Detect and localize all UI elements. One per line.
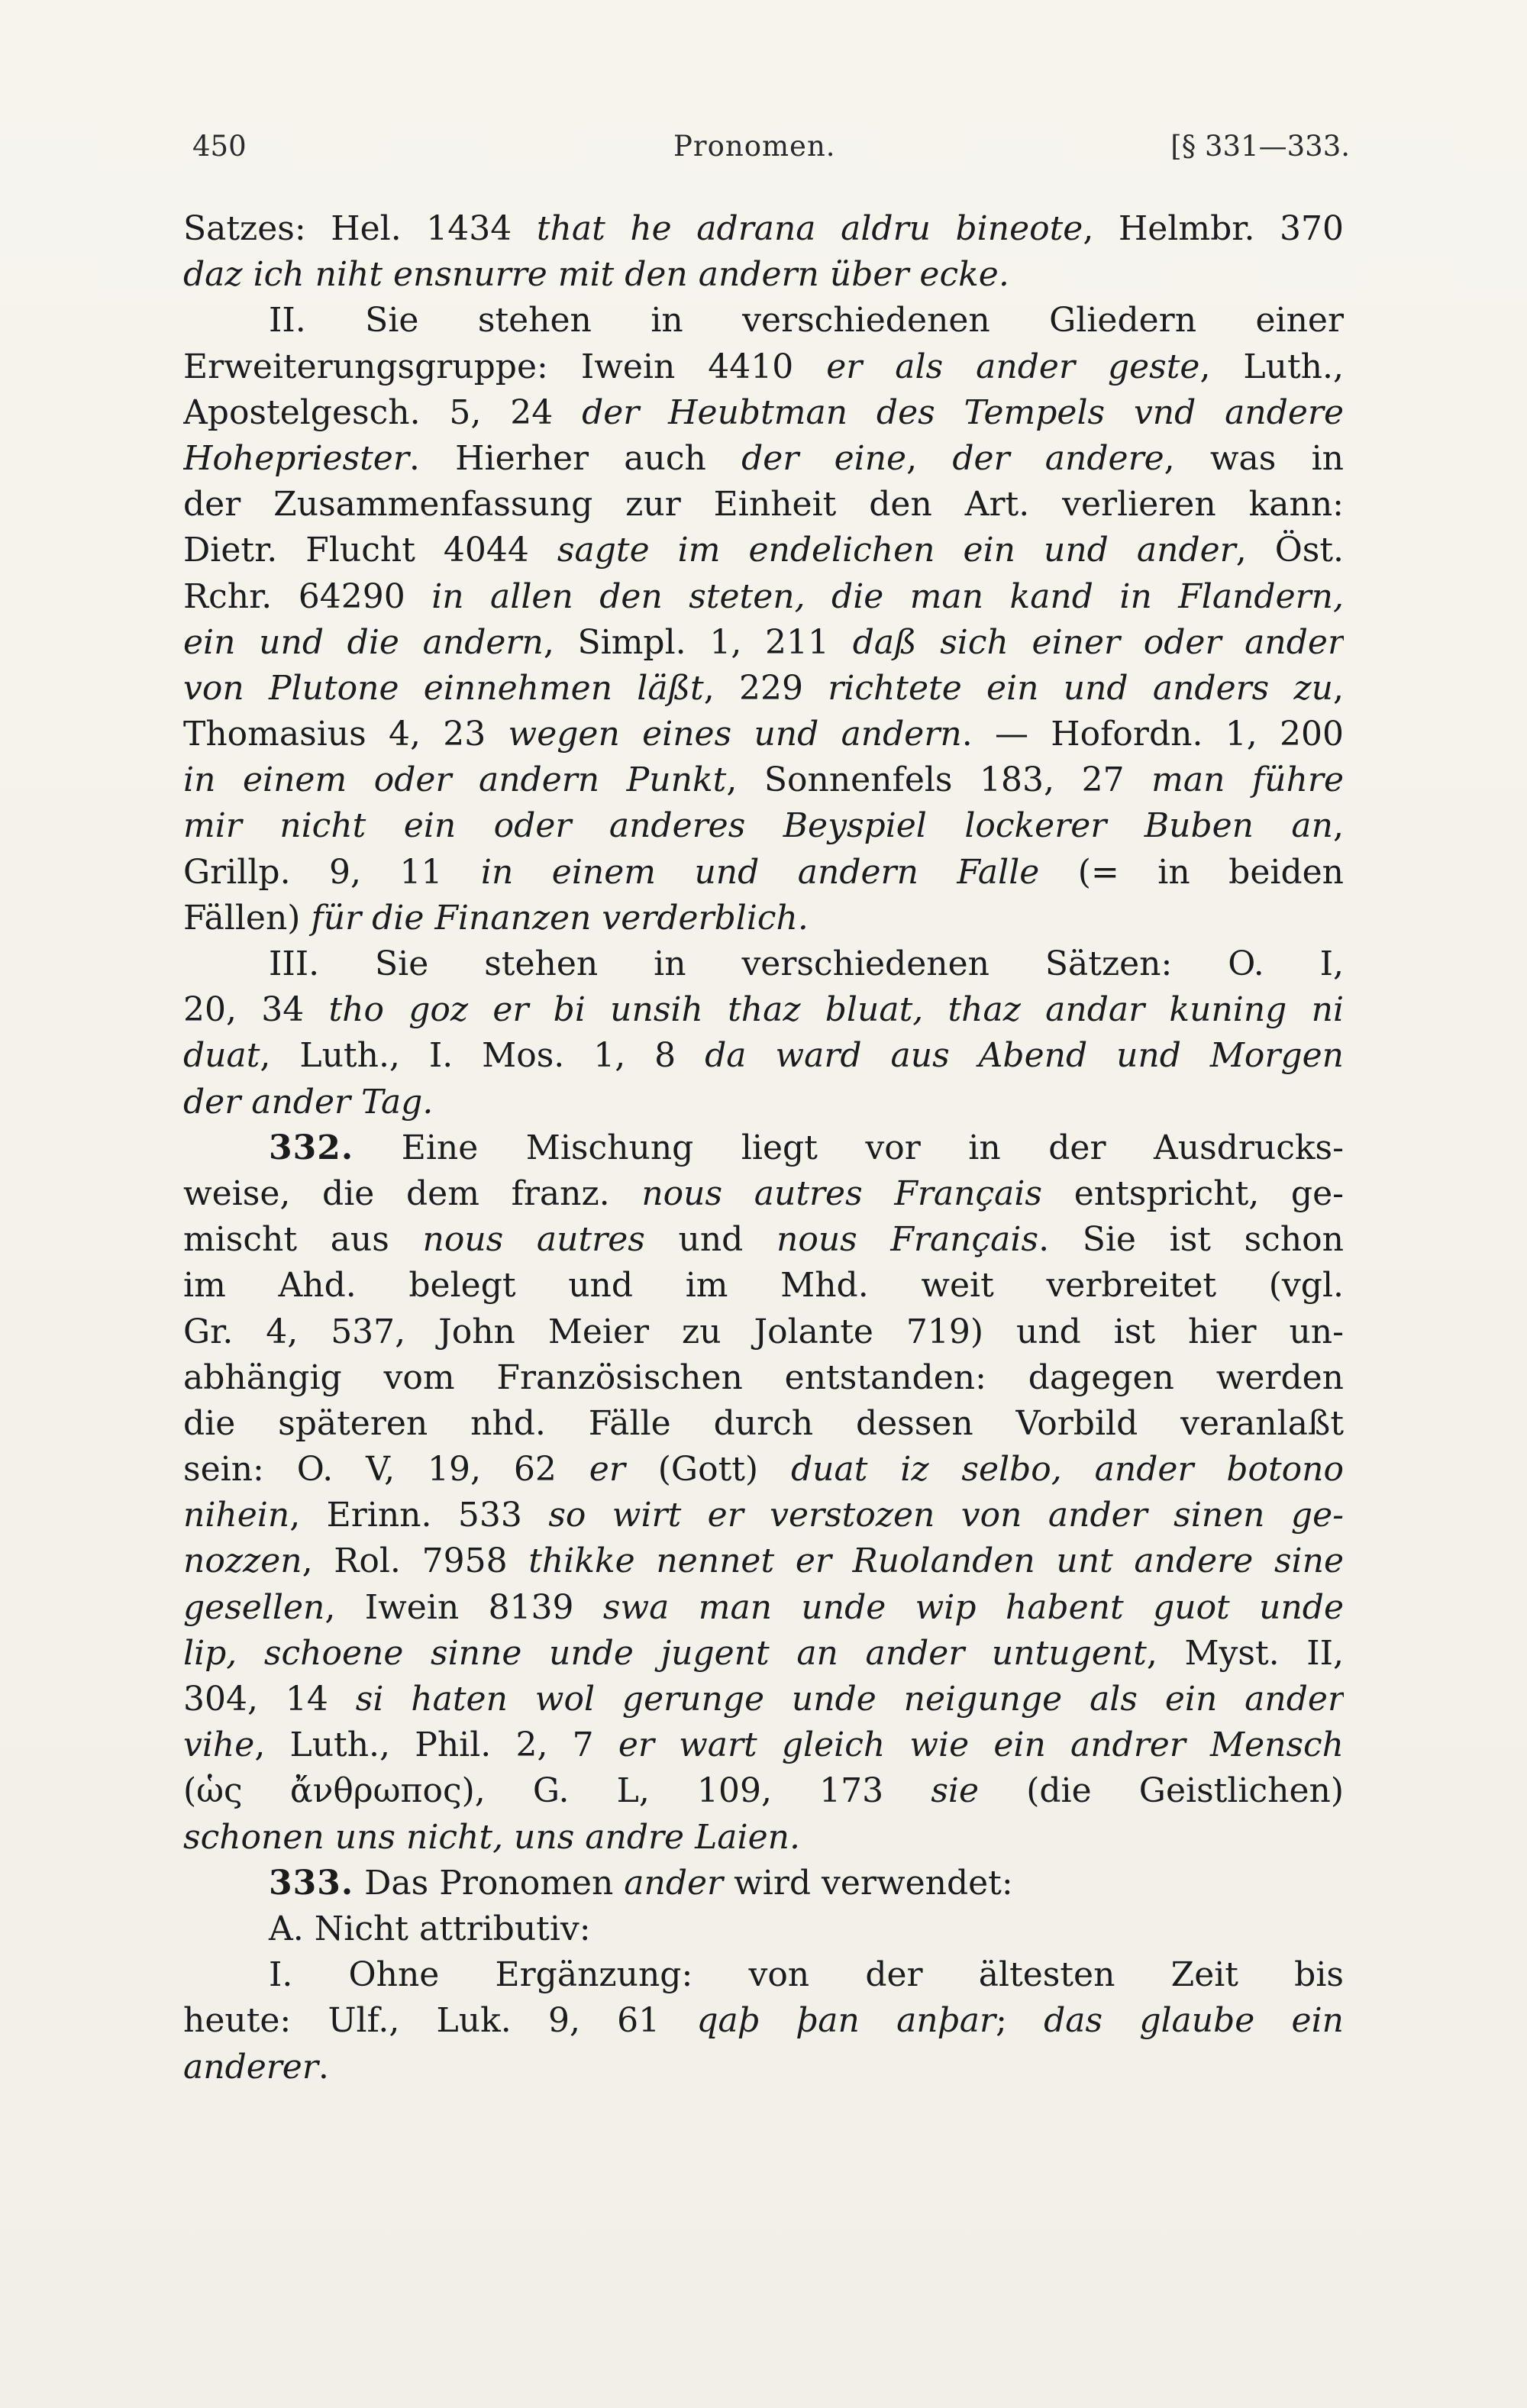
- text-line: [183, 1631, 1344, 1677]
- text-segment: 20, 34: [183, 990, 329, 1030]
- italic-citation: für die Finanzen verderblich.: [311, 898, 809, 938]
- text-line: [183, 1998, 1344, 2044]
- italic-citation: thikke nennet er Ruolanden unt andere sine: [528, 1541, 1344, 1581]
- text-line: [183, 1033, 1344, 1079]
- text-line: [183, 1722, 1344, 1768]
- italic-citation: so wirt er verstozen von ander sinen ge-: [548, 1496, 1344, 1535]
- text-segment: . Sie ist schon: [1038, 1220, 1344, 1260]
- text-segment: und: [644, 1220, 776, 1260]
- text-line: [183, 344, 1344, 390]
- text-line: [183, 1080, 1344, 1125]
- text-segment: . Hierher auch: [408, 438, 742, 478]
- text-segment: entspricht, ge-: [1042, 1173, 1344, 1213]
- text-segment: Dietr. Flucht 4044: [183, 531, 557, 570]
- text-line: [183, 896, 1344, 941]
- italic-citation: duat iz selbo, ander botono: [790, 1450, 1344, 1490]
- text-segment: , was in: [1164, 438, 1344, 478]
- text-line: [183, 252, 1344, 298]
- italic-citation: ein und die andern: [183, 622, 544, 662]
- running-header: [192, 130, 1350, 168]
- italic-citation: tho goz er bi unsih thaz bluat, thaz andar kuning ni: [328, 990, 1344, 1030]
- text-segment: mischt aus: [183, 1220, 423, 1260]
- text-line: [183, 1493, 1344, 1538]
- text-line: [183, 1263, 1344, 1309]
- italic-citation: er: [589, 1450, 625, 1490]
- italic-citation: das glaube ein: [1044, 2001, 1344, 2041]
- italic-citation: der Heubtman des Tempels vnd andere: [582, 392, 1344, 432]
- italic-citation: nozzen: [183, 1541, 302, 1581]
- text-segment: , Rol. 7958: [302, 1541, 529, 1581]
- text-segment: (= in beiden: [1039, 852, 1344, 892]
- italic-citation: daz ich niht ensnurre mit den andern über ecke.: [183, 255, 1009, 295]
- text-segment: ;: [996, 2001, 1044, 2041]
- text-segment: der Zusammenfassung zur Einheit den Art. verlieren kann:: [183, 485, 1344, 525]
- text-line: [183, 390, 1344, 436]
- text-line: [183, 574, 1344, 620]
- text-line: [183, 1815, 1344, 1861]
- text-line: [183, 620, 1344, 666]
- text-segment: II. Sie stehen in verschiedenen Gliedern einer: [269, 301, 1344, 341]
- paragraph-number: 333.: [269, 1863, 354, 1903]
- italic-citation: nihein: [183, 1496, 290, 1535]
- italic-citation: nous autres: [422, 1220, 645, 1260]
- text-line: [183, 803, 1344, 849]
- italic-citation: gesellen: [183, 1587, 325, 1627]
- italic-citation: man führe: [1151, 760, 1344, 800]
- text-line: [183, 1906, 1344, 1952]
- italic-citation: der ander Tag.: [183, 1082, 434, 1122]
- text-segment: (ὡς ἄνθρωπος), G. L, 109, 173: [183, 1771, 931, 1811]
- text-segment: Thomasius 4, 23: [183, 715, 508, 754]
- text-segment: weise, die dem franz.: [183, 1173, 642, 1213]
- text-line: [183, 206, 1344, 252]
- italic-citation: si haten wol gerunge unde neigunge als ein ander: [355, 1680, 1344, 1719]
- text-line: [183, 482, 1344, 528]
- text-line: [183, 1677, 1344, 1722]
- italic-citation: der andere: [952, 438, 1164, 478]
- text-segment: Satzes: Hel. 1434: [183, 209, 537, 248]
- text-segment: A. Nicht attributiv:: [269, 1909, 591, 1948]
- text-segment: , Simpl. 1, 211: [543, 622, 853, 662]
- italic-citation: anderer: [183, 2047, 318, 2087]
- italic-citation: ander: [624, 1863, 724, 1903]
- text-line: [183, 1309, 1344, 1355]
- text-line: [183, 941, 1344, 987]
- italic-citation: in allen den steten, die man kand in Flandern,: [431, 576, 1344, 616]
- italic-citation: swa man unde wip habent guot unde: [602, 1587, 1344, 1627]
- text-segment: Erweiterungsgruppe: Iwein 4410: [183, 347, 827, 386]
- text-line: [183, 757, 1344, 803]
- italic-citation: Hohepriester: [183, 438, 409, 478]
- text-segment: , Myst. II,: [1146, 1633, 1344, 1673]
- text-segment: 304, 14: [183, 1680, 356, 1719]
- text-line: [183, 850, 1344, 896]
- text-segment: wird verwendet:: [723, 1863, 1013, 1903]
- text-segment: , Luth., I. Mos. 1, 8: [260, 1036, 705, 1076]
- text-segment: abhängig vom Französischen entstanden: dagegen werden: [183, 1357, 1344, 1397]
- text-segment: , Iwein 8139: [324, 1587, 603, 1627]
- text-segment: , 229: [703, 668, 828, 708]
- text-segment: Eine Mischung liegt vor in der Ausdrucks-: [354, 1128, 1344, 1167]
- italic-citation: der eine: [741, 438, 907, 478]
- text-segment: III. Sie stehen in verschiedenen Sätzen: O. I,: [269, 944, 1344, 983]
- text-segment: ,: [1333, 806, 1344, 846]
- text-segment: .: [318, 2047, 329, 2087]
- running-title: Pronomen.: [673, 130, 836, 163]
- text-segment: , Erinn. 533: [289, 1496, 549, 1535]
- italic-citation: er wart gleich wie ein andrer Mensch: [618, 1725, 1344, 1765]
- italic-citation: da ward aus Abend und Morgen: [705, 1036, 1344, 1076]
- text-line: [183, 1861, 1344, 1906]
- italic-citation: in einem oder andern Punkt: [183, 760, 727, 800]
- text-line: [183, 1952, 1344, 1998]
- text-line: [183, 666, 1344, 712]
- text-segment: I. Ohne Ergänzung: von der ältesten Zeit bis: [269, 1955, 1344, 1995]
- text-segment: . — Hofordn. 1, 200: [961, 715, 1344, 754]
- text-segment: Das Pronomen: [354, 1863, 625, 1903]
- italic-citation: schonen uns nicht, uns andre Laien.: [183, 1817, 800, 1857]
- text-line: [183, 528, 1344, 573]
- text-segment: , Luth.,: [1199, 347, 1344, 386]
- text-segment: ,: [906, 438, 953, 478]
- text-segment: heute: Ulf., Luk. 9, 61: [183, 2001, 697, 2041]
- page-number: 450: [192, 130, 247, 163]
- text-line: [183, 1538, 1344, 1584]
- text-line: [183, 1125, 1344, 1171]
- text-segment: Rchr. 64290: [183, 576, 432, 616]
- text-segment: , Öst.: [1235, 531, 1344, 570]
- italic-citation: nous autres Français: [641, 1173, 1043, 1213]
- italic-citation: that he adrana aldru bineote: [536, 209, 1083, 248]
- text-segment: Grillp. 9, 11: [183, 852, 481, 892]
- text-line: [183, 712, 1344, 757]
- text-segment: ,: [1333, 668, 1344, 708]
- italic-citation: in einem und andern Falle: [480, 852, 1040, 892]
- italic-citation: daß sich einer oder ander: [852, 622, 1344, 662]
- italic-citation: qaþ þan anþar: [696, 2001, 996, 2041]
- text-segment: Gr. 4, 537, John Meier zu Jolante 719) und ist hier un-: [183, 1312, 1344, 1351]
- italic-citation: von Plutone einnehmen läßt: [183, 668, 704, 708]
- italic-citation: sagte im endelichen ein und ander: [557, 531, 1236, 570]
- text-line: [183, 1768, 1344, 1814]
- italic-citation: wegen eines und andern: [508, 715, 962, 754]
- text-line: [183, 1217, 1344, 1263]
- text-segment: (Gott): [625, 1450, 791, 1490]
- text-line: [183, 987, 1344, 1033]
- text-segment: Apostelgesch. 5, 24: [183, 392, 583, 432]
- text-segment: sein: O. V, 19, 62: [183, 1450, 589, 1490]
- text-segment: (die Geistlichen): [979, 1771, 1344, 1811]
- text-segment: im Ahd. belegt und im Mhd. weit verbreitet (vgl.: [183, 1266, 1344, 1306]
- text-line: [183, 2045, 1344, 2090]
- italic-citation: sie: [931, 1771, 980, 1811]
- text-line: [183, 1401, 1344, 1447]
- italic-citation: er als ander geste: [826, 347, 1200, 386]
- text-segment: , Helmbr. 370: [1083, 209, 1344, 248]
- text-line: [183, 1585, 1344, 1631]
- text-segment: Fällen): [183, 898, 312, 938]
- text-segment: , Sonnenfels 183, 27: [726, 760, 1152, 800]
- text-line: [183, 1355, 1344, 1401]
- paragraph-number: 332.: [269, 1128, 354, 1167]
- text-line: [183, 298, 1344, 344]
- text-line: [183, 1171, 1344, 1217]
- italic-citation: nous Français: [776, 1220, 1039, 1260]
- text-line: [183, 436, 1344, 482]
- italic-citation: mir nicht ein oder anderes Beyspiel lockerer Buben an: [183, 806, 1333, 846]
- body-text: [183, 206, 1344, 2090]
- text-segment: die späteren nhd. Fälle durch dessen Vorbild veranlaßt: [183, 1403, 1344, 1443]
- text-line: [183, 1447, 1344, 1493]
- italic-citation: lip, schoene sinne unde jugent an ander untugent: [183, 1633, 1147, 1673]
- section-reference: [§ 331—333.: [1170, 130, 1350, 163]
- italic-citation: duat: [183, 1036, 260, 1076]
- text-segment: , Luth., Phil. 2, 7: [254, 1725, 618, 1765]
- italic-citation: vihe: [183, 1725, 255, 1765]
- italic-citation: richtete ein und anders zu: [828, 668, 1334, 708]
